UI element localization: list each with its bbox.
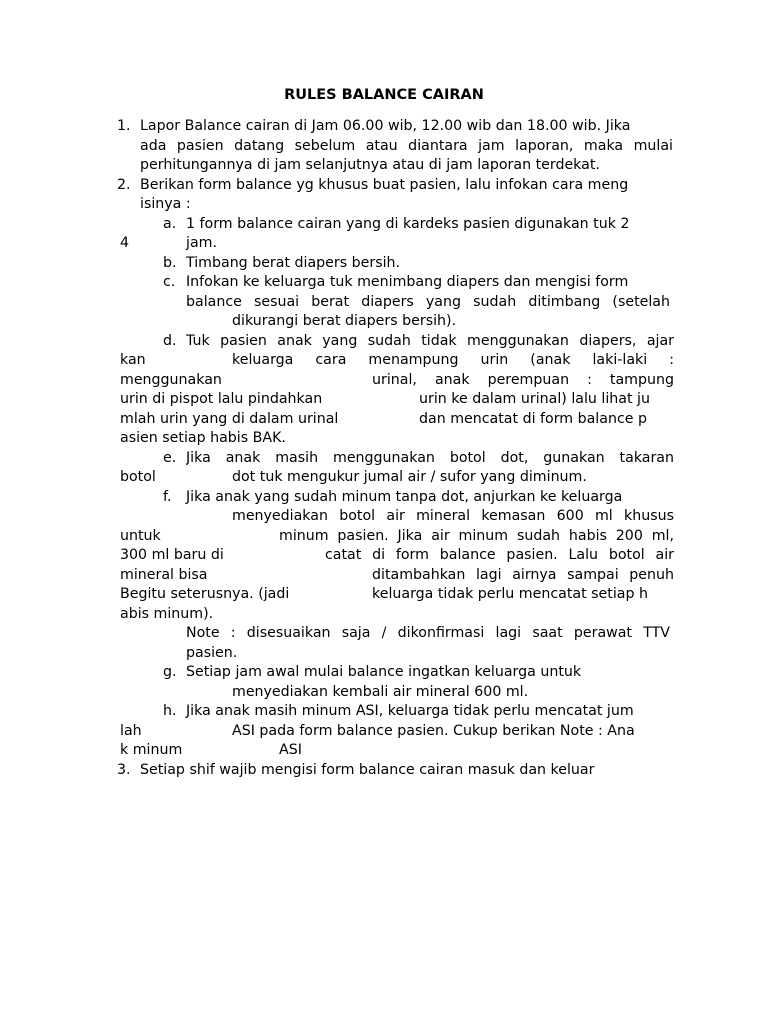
subitem-letter: g. bbox=[163, 664, 177, 680]
subitem-text-line: urinal, anak perempuan : tampung bbox=[372, 372, 674, 388]
subitem-text-line: jam. bbox=[186, 235, 217, 251]
subitem-text-line: kan bbox=[120, 352, 146, 368]
item-text-line: Lapor Balance cairan di Jam 06.00 wib, 12.00 wib dan 18.00 wib. Jika bbox=[140, 118, 631, 134]
subitem-text-line: Setiap jam awal mulai balance ingatkan keluarga untuk bbox=[186, 664, 582, 680]
subitem-text-line: k minum bbox=[120, 742, 183, 758]
subitem-text-line: balance sesuai berat diapers yang sudah ditimbang (setelah bbox=[186, 294, 670, 310]
subitem-text-line: menggunakan bbox=[120, 372, 222, 388]
subitem-text-line: 4 bbox=[120, 235, 130, 251]
note-text-line: pasien. bbox=[186, 645, 238, 661]
subitem-text-line: Timbang berat diapers bersih. bbox=[186, 255, 401, 271]
item-text-line: isinya : bbox=[140, 196, 191, 212]
item-text-line: Setiap shif wajib mengisi form balance cairan masuk dan keluar bbox=[140, 762, 595, 778]
subitem-text-line: ASI pada form balance pasien. Cukup berikan Note : Ana bbox=[232, 723, 635, 739]
subitem-text-line: Infokan ke keluarga tuk menimbang diapers dan mengisi form bbox=[186, 274, 629, 290]
subitem-letter: b. bbox=[163, 255, 177, 271]
subitem-text-line: dikurangi berat diapers bersih). bbox=[232, 313, 457, 329]
note-text-line: Note : disesuaikan saja / dikonfirmasi lagi saat perawat TTV bbox=[186, 625, 670, 641]
subitem-text-line: Jika anak masih minum ASI, keluarga tidak perlu mencatat jum bbox=[186, 703, 634, 719]
subitem-text-line: Jika anak masih menggunakan botol dot, gunakan takaran bbox=[186, 450, 674, 466]
subitem-text-line: Jika anak yang sudah minum tanpa dot, anjurkan ke keluarga bbox=[186, 489, 623, 505]
subitem-text-line: keluarga tidak perlu mencatat setiap h bbox=[372, 586, 648, 602]
subitem-text-line: minum pasien. Jika air minum sudah habis 200 ml, bbox=[279, 528, 674, 544]
subitem-letter: h. bbox=[163, 703, 177, 719]
subitem-text-line: mineral bisa bbox=[120, 567, 208, 583]
subitem-letter: c. bbox=[163, 274, 176, 290]
item-text-line: perhitungannya di jam selanjutnya atau di jam laporan terdekat. bbox=[140, 157, 600, 173]
subitem-letter: e. bbox=[163, 450, 177, 466]
subitem-text-line: botol bbox=[120, 469, 156, 485]
subitem-text-line: dan mencatat di form balance p bbox=[419, 411, 647, 427]
subitem-text-line: menyediakan kembali air mineral 600 ml. bbox=[232, 684, 529, 700]
document-title: RULES BALANCE CAIRAN bbox=[284, 87, 484, 103]
subitem-text-line: 1 form balance cairan yang di kardeks pasien digunakan tuk 2 bbox=[186, 216, 630, 232]
subitem-text-line: ASI bbox=[279, 742, 302, 758]
subitem-text-line: 300 ml baru di bbox=[120, 547, 224, 563]
subitem-text-line: urin ke dalam urinal) lalu lihat ju bbox=[419, 391, 650, 407]
subitem-text-line: abis minum). bbox=[120, 606, 214, 622]
subitem-text-line: keluarga cara menampung urin (anak laki-laki : bbox=[232, 352, 674, 368]
subitem-text-line: asien setiap habis BAK. bbox=[120, 430, 286, 446]
subitem-letter: f. bbox=[163, 489, 172, 505]
subitem-text-line: mlah urin yang di dalam urinal bbox=[120, 411, 339, 427]
subitem-text-line: menyediakan botol air mineral kemasan 600 ml khusus bbox=[232, 508, 674, 524]
item-text-line: Berikan form balance yg khusus buat pasien, lalu infokan cara meng bbox=[140, 177, 629, 193]
subitem-text-line: ditambahkan lagi airnya sampai penuh bbox=[372, 567, 674, 583]
subitem-letter: d. bbox=[163, 333, 177, 349]
subitem-text-line: Tuk pasien anak yang sudah tidak menggunakan diapers, ajar bbox=[186, 333, 674, 349]
subitem-text-line: lah bbox=[120, 723, 142, 739]
subitem-text-line: untuk bbox=[120, 528, 161, 544]
item-text-line: ada pasien datang sebelum atau diantara jam laporan, maka mulai bbox=[140, 138, 673, 154]
subitem-text-line: urin di pispot lalu pindahkan bbox=[120, 391, 323, 407]
subitem-text-line: dot tuk mengukur jumal air / sufor yang diminum. bbox=[232, 469, 587, 485]
item-number: 3. bbox=[117, 762, 131, 778]
item-number: 1. bbox=[117, 118, 131, 134]
subitem-text-line: catat di form balance pasien. Lalu botol air bbox=[325, 547, 674, 563]
subitem-letter: a. bbox=[163, 216, 177, 232]
subitem-text-line: Begitu seterusnya. (jadi bbox=[120, 586, 290, 602]
item-number: 2. bbox=[117, 177, 131, 193]
